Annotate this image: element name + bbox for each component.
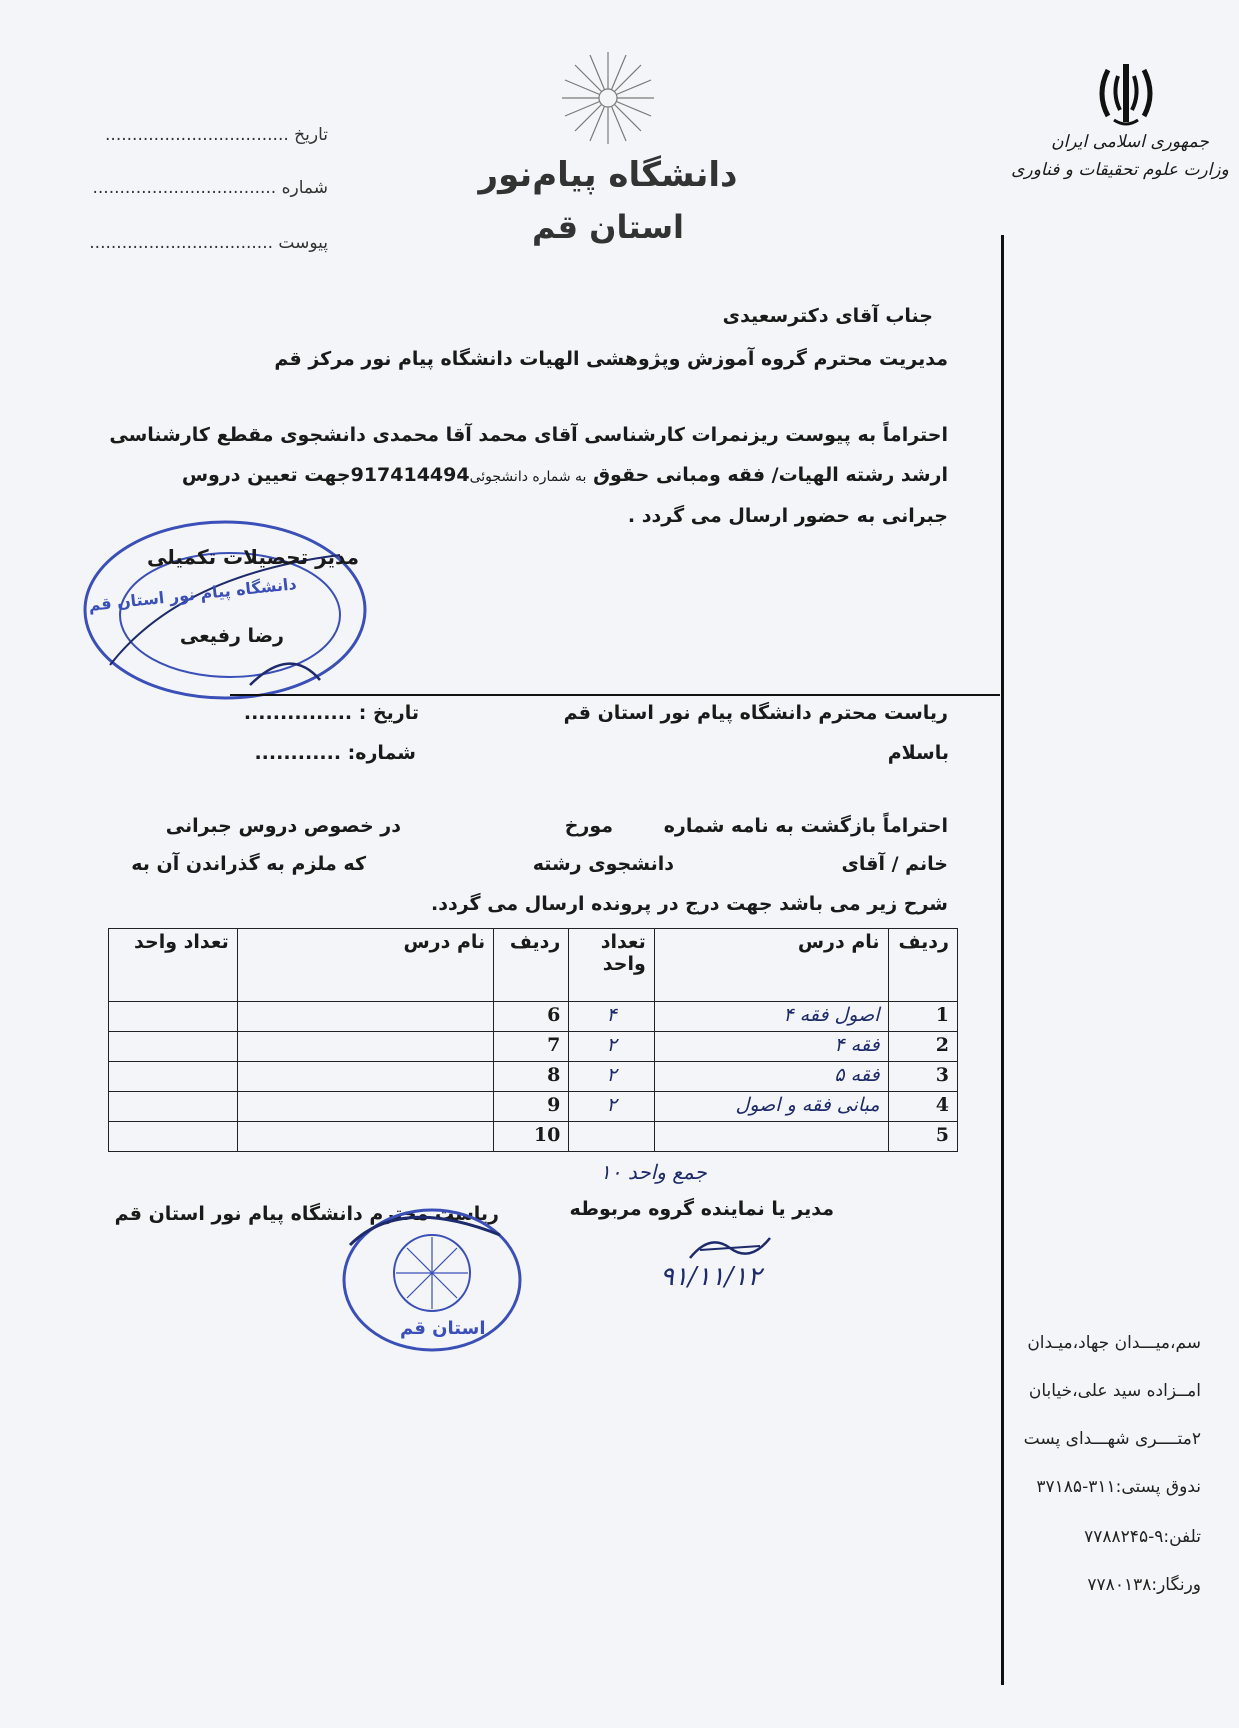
reply-line-1a: احتراماً بازگشت به نامه شماره bbox=[663, 815, 948, 837]
addressee-line-1: جناب آقای دکترسعیدی bbox=[722, 305, 933, 327]
table-header-row bbox=[109, 929, 958, 1002]
university-name: دانشگاه پیام‌نور bbox=[478, 155, 738, 195]
group-rep-date: ۹۱/۱۱/۱۲ bbox=[660, 1262, 762, 1292]
address-line: تلفن:۹-۷۷۸۸۲۴۵ bbox=[1084, 1527, 1201, 1547]
table-row: 5 10 bbox=[109, 1122, 958, 1152]
reply-line-3: شرح زیر می باشد جهت درج در پرونده ارسال می گردد. bbox=[431, 893, 948, 915]
reply-line-2a: خانم / آقای bbox=[841, 853, 948, 875]
body-line-3: جبرانی به حضور ارسال می گردد . bbox=[627, 505, 948, 527]
col-header-row: ردیف bbox=[888, 929, 957, 1002]
body-line-1: احتراماً به پیوست ریزنمرات کارشناسی آقای محمد آقا محمدی دانشجوی مقطع کارشناسی bbox=[109, 424, 948, 446]
student-id: 917414494 bbox=[350, 464, 470, 486]
col-header-row: ردیف bbox=[494, 929, 569, 1002]
table-row: 4 مبانی فقه و اصول ۲ 9 bbox=[109, 1092, 958, 1122]
date-field: تاریخ .................................. bbox=[105, 125, 328, 145]
emblem-line-1: جمهوری اسلامی ایران bbox=[1051, 132, 1209, 152]
courses-table bbox=[108, 928, 958, 1152]
sign-title: مدیر تحصیلات تکمیلی bbox=[146, 545, 359, 569]
province-name: استان قم bbox=[531, 208, 684, 246]
address-line: ورنگار:۷۷۸۰۱۳۸ bbox=[1087, 1575, 1201, 1595]
sign-name: رضا رفیعی bbox=[179, 625, 284, 647]
reply-line-2c: که ملزم به گذراندن آن به bbox=[131, 853, 366, 875]
reply-line-1c: در خصوص دروس جبرانی bbox=[165, 815, 401, 837]
table-row: 3 فقه ۵ ۲ 8 bbox=[109, 1062, 958, 1092]
addressee-line-2: مدیریت محترم گروه آموزش وپژوهشی الهیات دانشگاه پیام نور مرکز قم bbox=[274, 348, 948, 370]
stamp-text: دانشگاه پیام نور استان قم bbox=[87, 574, 298, 615]
attachment-field: پیوست .................................. bbox=[89, 233, 328, 253]
university-logo-icon bbox=[560, 50, 656, 146]
reply-addressee: ریاست محترم دانشگاه پیام نور استان قم bbox=[563, 702, 948, 724]
iran-emblem-icon bbox=[1090, 58, 1162, 130]
reply-line-1b: مورخ bbox=[564, 815, 613, 837]
group-rep-label: مدیر یا نماینده گروه مربوطه bbox=[569, 1198, 834, 1220]
body-line-2: ارشد رشته الهیات/ فقه ومبانی حقوق به شماره دانشجوئی917414494جهت تعیین دروس bbox=[181, 464, 948, 486]
address-line: سم،میـــدان جهاد،میـدان bbox=[1027, 1333, 1201, 1353]
table-row: 2 فقه ۴ ۲ 7 bbox=[109, 1032, 958, 1062]
col-header-units: تعداد واحد bbox=[569, 929, 654, 1002]
address-line: ندوق پستی:۳۱۱-۳۷۱۸۵ bbox=[1036, 1477, 1201, 1497]
col-header-units: تعداد واحد bbox=[109, 929, 238, 1002]
head-addressee: ریاست محترم دانشگاه پیام نور استان قم bbox=[114, 1203, 499, 1225]
col-header-course: نام درس bbox=[654, 929, 888, 1002]
stamp2-text: استان قم bbox=[400, 1318, 486, 1339]
number-field: شماره .................................. bbox=[92, 178, 328, 198]
reply-line-2b: دانشجوی رشته bbox=[532, 853, 674, 875]
address-line: ۲متــــری شهـــدای پست bbox=[1023, 1429, 1201, 1449]
address-line: امــزاده سید علی،خیابان bbox=[1028, 1381, 1201, 1401]
reply-greeting: باسلام bbox=[887, 742, 949, 764]
section-divider bbox=[230, 694, 1000, 696]
margin-rule bbox=[1001, 235, 1004, 1685]
handwritten-total: جمع واحد ۱۰ bbox=[600, 1160, 707, 1184]
reply-number: شماره: ............ bbox=[254, 742, 416, 764]
reply-date: تاریخ : ............... bbox=[243, 702, 419, 724]
emblem-line-2: وزارت علوم تحقیقات و فناوری bbox=[1011, 160, 1229, 180]
table-row: 1 اصول فقه ۴ ۴ 6 bbox=[109, 1002, 958, 1032]
col-header-course: نام درس bbox=[237, 929, 493, 1002]
